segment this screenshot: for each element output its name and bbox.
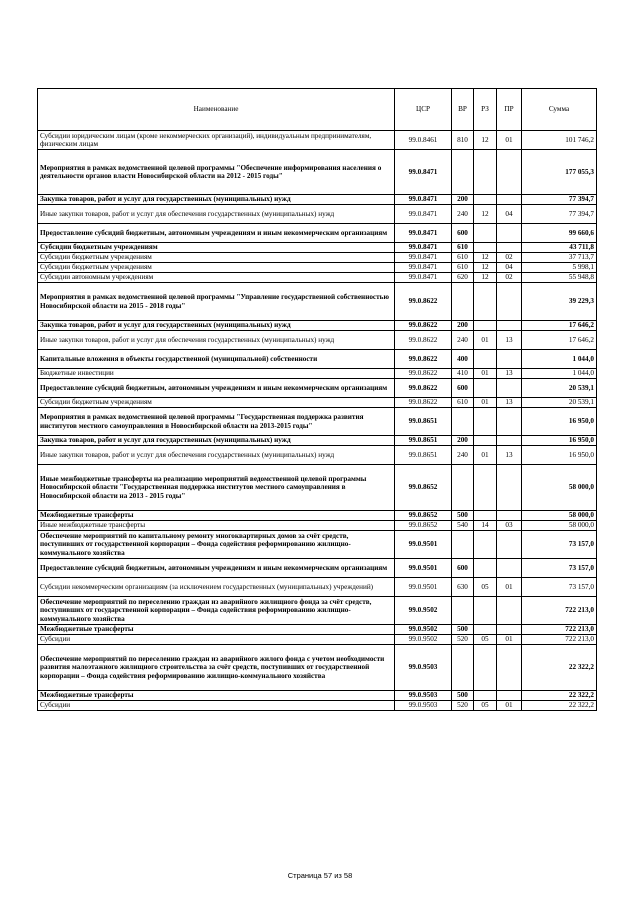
cell-csr: 99.0.9503	[395, 645, 452, 691]
header-pr: ПР	[497, 89, 522, 131]
header-rz: РЗ	[474, 89, 497, 131]
cell-name: Закупка товаров, работ и услуг для государственных (муниципальных) нужд	[38, 321, 395, 331]
cell-name: Обеспечение мероприятий по переселению граждан из аварийного жилого фонда с учетом необходимости развития малоэтажного жилищного строительства за счёт средств, поступивших от государственной корпорации – Фонда содействия реформированию жилищно-коммунального хозяйства	[38, 645, 395, 691]
cell-pr	[497, 350, 522, 369]
cell-csr: 99.0.9503	[395, 691, 452, 701]
cell-csr: 99.0.8651	[395, 446, 452, 465]
cell-vr: 600	[452, 224, 474, 243]
cell-name: Иные закупки товаров, работ и услуг для обеспечения государственных (муниципальных) нужд	[38, 205, 395, 224]
cell-csr: 99.0.8652	[395, 521, 452, 531]
cell-pr	[497, 408, 522, 436]
cell-pr: 03	[497, 521, 522, 531]
cell-rz	[474, 379, 497, 398]
cell-sum: 39 229,3	[522, 283, 597, 321]
table-row	[38, 253, 597, 263]
cell-name: Иные межбюджетные трансферты	[38, 521, 395, 531]
cell-sum: 43 711,8	[522, 243, 597, 253]
cell-vr	[452, 283, 474, 321]
cell-name: Субсидии	[38, 701, 395, 711]
cell-rz: 12	[474, 253, 497, 263]
cell-rz	[474, 408, 497, 436]
table-row	[38, 531, 597, 559]
cell-sum: 20 539,1	[522, 379, 597, 398]
cell-rz	[474, 321, 497, 331]
cell-csr: 99.0.8471	[395, 150, 452, 195]
cell-name: Предоставление субсидий бюджетным, автономным учреждениям и иным некоммерческим организациям	[38, 559, 395, 578]
cell-rz	[474, 224, 497, 243]
cell-vr: 600	[452, 559, 474, 578]
table-row	[38, 446, 597, 465]
cell-sum: 101 746,2	[522, 131, 597, 150]
cell-rz: 05	[474, 701, 497, 711]
cell-vr: 400	[452, 350, 474, 369]
cell-pr: 02	[497, 253, 522, 263]
cell-sum: 73 157,0	[522, 559, 597, 578]
table-row	[38, 283, 597, 321]
table-row	[38, 398, 597, 408]
cell-pr: 02	[497, 273, 522, 283]
cell-csr: 99.0.8471	[395, 224, 452, 243]
cell-name: Предоставление субсидий бюджетным, автономным учреждениям и иным некоммерческим организациям	[38, 379, 395, 398]
cell-rz: 14	[474, 521, 497, 531]
cell-csr: 99.0.9502	[395, 625, 452, 635]
cell-name: Бюджетные инвестиции	[38, 369, 395, 379]
cell-pr	[497, 224, 522, 243]
cell-name: Мероприятия в рамках ведомственной целевой программы "Государственная поддержка развития институтов местного самоуправления в Новосибирской области на 2013-2015 годы"	[38, 408, 395, 436]
cell-rz	[474, 645, 497, 691]
cell-pr	[497, 559, 522, 578]
cell-sum: 22 322,2	[522, 645, 597, 691]
cell-rz	[474, 559, 497, 578]
cell-vr: 520	[452, 635, 474, 645]
cell-rz	[474, 625, 497, 635]
cell-vr: 200	[452, 321, 474, 331]
table-row	[38, 224, 597, 243]
cell-csr: 99.0.8622	[395, 321, 452, 331]
table-row	[38, 131, 597, 150]
cell-sum: 20 539,1	[522, 398, 597, 408]
cell-csr: 99.0.8471	[395, 205, 452, 224]
cell-sum: 1 044,0	[522, 369, 597, 379]
header-name: Наименование	[38, 89, 395, 131]
cell-rz	[474, 283, 497, 321]
cell-sum: 16 950,0	[522, 408, 597, 436]
cell-sum: 73 157,0	[522, 578, 597, 597]
cell-sum: 77 394,7	[522, 195, 597, 205]
cell-vr: 200	[452, 436, 474, 446]
table-row	[38, 369, 597, 379]
cell-rz: 05	[474, 635, 497, 645]
cell-rz: 01	[474, 369, 497, 379]
cell-rz	[474, 195, 497, 205]
cell-csr: 99.0.8471	[395, 263, 452, 273]
table-row	[38, 150, 597, 195]
cell-vr: 520	[452, 701, 474, 711]
cell-name: Мероприятия в рамках ведомственной целевой программы "Управление государственной собственностью Новосибирской области на 2015 - 2018 годы"	[38, 283, 395, 321]
cell-sum: 17 646,2	[522, 331, 597, 350]
cell-sum: 37 713,7	[522, 253, 597, 263]
cell-csr: 99.0.9501	[395, 559, 452, 578]
cell-name: Субсидии юридическим лицам (кроме некоммерческих организаций), индивидуальным предпринимателям, физическим лицам	[38, 131, 395, 150]
cell-name: Субсидии	[38, 635, 395, 645]
cell-pr: 01	[497, 635, 522, 645]
cell-vr	[452, 465, 474, 511]
budget-table	[37, 88, 597, 711]
cell-csr: 99.0.9502	[395, 597, 452, 625]
table-row	[38, 635, 597, 645]
cell-sum: 722 213,0	[522, 625, 597, 635]
cell-sum: 55 948,8	[522, 273, 597, 283]
table-row	[38, 331, 597, 350]
cell-vr: 540	[452, 521, 474, 531]
cell-csr: 99.0.8471	[395, 253, 452, 263]
cell-pr	[497, 531, 522, 559]
cell-rz	[474, 511, 497, 521]
table-row	[38, 243, 597, 253]
cell-pr	[497, 436, 522, 446]
cell-pr	[497, 321, 522, 331]
cell-sum: 22 322,2	[522, 691, 597, 701]
table-row	[38, 645, 597, 691]
cell-pr	[497, 625, 522, 635]
cell-name: Иные закупки товаров, работ и услуг для обеспечения государственных (муниципальных) нужд	[38, 331, 395, 350]
cell-pr: 01	[497, 578, 522, 597]
cell-vr: 410	[452, 369, 474, 379]
cell-csr: 99.0.8461	[395, 131, 452, 150]
cell-vr: 600	[452, 379, 474, 398]
cell-rz	[474, 531, 497, 559]
cell-rz: 01	[474, 331, 497, 350]
cell-name: Обеспечение мероприятий по переселению граждан из аварийного жилищного фонда за счёт средств, поступивших от государственной корпорации – Фонда содействия реформированию жилищно-коммунального хозяйства	[38, 597, 395, 625]
table-row	[38, 273, 597, 283]
cell-pr: 04	[497, 263, 522, 273]
cell-sum: 722 213,0	[522, 597, 597, 625]
cell-pr	[497, 597, 522, 625]
cell-vr: 240	[452, 205, 474, 224]
cell-vr: 610	[452, 398, 474, 408]
header-sum: Сумма	[522, 89, 597, 131]
table-row	[38, 625, 597, 635]
cell-csr: 99.0.8622	[395, 379, 452, 398]
cell-rz	[474, 150, 497, 195]
cell-name: Закупка товаров, работ и услуг для государственных (муниципальных) нужд	[38, 195, 395, 205]
cell-rz: 01	[474, 446, 497, 465]
cell-sum: 58 000,0	[522, 511, 597, 521]
header-csr: ЦСР	[395, 89, 452, 131]
cell-pr: 13	[497, 331, 522, 350]
cell-csr: 99.0.8622	[395, 283, 452, 321]
cell-rz	[474, 597, 497, 625]
cell-csr: 99.0.9501	[395, 578, 452, 597]
cell-vr: 500	[452, 625, 474, 635]
cell-rz	[474, 436, 497, 446]
cell-pr: 01	[497, 131, 522, 150]
cell-vr: 610	[452, 263, 474, 273]
cell-rz	[474, 691, 497, 701]
table-row	[38, 465, 597, 511]
table-row	[38, 559, 597, 578]
cell-vr: 240	[452, 331, 474, 350]
cell-sum: 22 322,2	[522, 701, 597, 711]
cell-sum: 16 950,0	[522, 446, 597, 465]
cell-name: Закупка товаров, работ и услуг для государственных (муниципальных) нужд	[38, 436, 395, 446]
cell-rz: 05	[474, 578, 497, 597]
cell-pr	[497, 150, 522, 195]
cell-csr: 99.0.8651	[395, 408, 452, 436]
cell-pr: 13	[497, 446, 522, 465]
cell-csr: 99.0.8622	[395, 331, 452, 350]
cell-csr: 99.0.8622	[395, 398, 452, 408]
cell-csr: 99.0.8652	[395, 511, 452, 521]
cell-vr: 610	[452, 253, 474, 263]
header-row	[38, 89, 597, 131]
cell-vr	[452, 408, 474, 436]
cell-pr	[497, 243, 522, 253]
cell-pr	[497, 465, 522, 511]
cell-name: Иные межбюджетные трансферты на реализацию мероприятий ведомственной целевой программы Новосибирской области "Государственная поддержка институтов местного самоуправления в Новосибирской области на 2013 - 2015 годы"	[38, 465, 395, 511]
cell-pr	[497, 691, 522, 701]
cell-name: Межбюджетные трансферты	[38, 625, 395, 635]
cell-sum: 1 044,0	[522, 350, 597, 369]
table-row	[38, 597, 597, 625]
cell-sum: 58 000,0	[522, 521, 597, 531]
table-row	[38, 195, 597, 205]
cell-vr: 620	[452, 273, 474, 283]
cell-sum: 16 950,0	[522, 436, 597, 446]
cell-pr	[497, 511, 522, 521]
table-row	[38, 691, 597, 701]
cell-vr	[452, 597, 474, 625]
table-row	[38, 379, 597, 398]
cell-name: Субсидии бюджетным учреждениям	[38, 243, 395, 253]
cell-vr	[452, 531, 474, 559]
cell-rz: 01	[474, 398, 497, 408]
cell-vr: 810	[452, 131, 474, 150]
cell-pr: 13	[497, 398, 522, 408]
cell-csr: 99.0.8622	[395, 369, 452, 379]
cell-vr: 240	[452, 446, 474, 465]
cell-csr: 99.0.8651	[395, 436, 452, 446]
table-row	[38, 321, 597, 331]
cell-pr	[497, 283, 522, 321]
cell-pr: 01	[497, 701, 522, 711]
cell-rz: 12	[474, 131, 497, 150]
header-vr: ВР	[452, 89, 474, 131]
cell-name: Межбюджетные трансферты	[38, 511, 395, 521]
table-row	[38, 521, 597, 531]
cell-pr	[497, 645, 522, 691]
cell-csr: 99.0.8652	[395, 465, 452, 511]
cell-sum: 17 646,2	[522, 321, 597, 331]
cell-csr: 99.0.9502	[395, 635, 452, 645]
table-row	[38, 511, 597, 521]
table-row	[38, 701, 597, 711]
cell-name: Предоставление субсидий бюджетным, автономным учреждениям и иным некоммерческим организациям	[38, 224, 395, 243]
cell-rz	[474, 465, 497, 511]
cell-rz: 12	[474, 263, 497, 273]
cell-vr: 500	[452, 511, 474, 521]
cell-sum: 99 660,6	[522, 224, 597, 243]
cell-pr: 04	[497, 205, 522, 224]
cell-vr	[452, 645, 474, 691]
cell-sum: 58 000,0	[522, 465, 597, 511]
cell-vr: 500	[452, 691, 474, 701]
cell-name: Обеспечение мероприятий по капитальному ремонту многоквартирных домов за счёт средств, поступивших от государственной корпорации – Фонда содействия реформированию жилищно-коммунального хозяйства	[38, 531, 395, 559]
cell-name: Субсидии бюджетным учреждениям	[38, 398, 395, 408]
cell-csr: 99.0.9501	[395, 531, 452, 559]
cell-sum: 177 055,3	[522, 150, 597, 195]
cell-sum: 722 213,0	[522, 635, 597, 645]
cell-csr: 99.0.9503	[395, 701, 452, 711]
cell-rz: 12	[474, 273, 497, 283]
page-number: Страница 57 из 58	[287, 871, 353, 880]
cell-rz	[474, 243, 497, 253]
cell-sum: 5 998,1	[522, 263, 597, 273]
cell-csr: 99.0.8471	[395, 243, 452, 253]
cell-name: Субсидии автономным учреждениям	[38, 273, 395, 283]
cell-vr: 610	[452, 243, 474, 253]
cell-pr	[497, 379, 522, 398]
cell-csr: 99.0.8622	[395, 350, 452, 369]
cell-name: Капитальные вложения в объекты государственной (муниципальной) собственности	[38, 350, 395, 369]
table-row	[38, 263, 597, 273]
cell-rz: 12	[474, 205, 497, 224]
table-row	[38, 578, 597, 597]
table-row	[38, 350, 597, 369]
cell-sum: 77 394,7	[522, 205, 597, 224]
cell-name: Мероприятия в рамках ведомственной целевой программы "Обеспечение информирования населения о деятельности органов власти Новосибирской области на 2012 - 2015 годы"	[38, 150, 395, 195]
cell-name: Иные закупки товаров, работ и услуг для обеспечения государственных (муниципальных) нужд	[38, 446, 395, 465]
cell-pr: 13	[497, 369, 522, 379]
table-row	[38, 205, 597, 224]
cell-vr	[452, 150, 474, 195]
table-row	[38, 408, 597, 436]
cell-sum: 73 157,0	[522, 531, 597, 559]
cell-name: Субсидии бюджетным учреждениям	[38, 263, 395, 273]
cell-name: Межбюджетные трансферты	[38, 691, 395, 701]
cell-name: Субсидии бюджетным учреждениям	[38, 253, 395, 263]
cell-vr: 630	[452, 578, 474, 597]
cell-pr	[497, 195, 522, 205]
cell-csr: 99.0.8471	[395, 273, 452, 283]
cell-vr: 200	[452, 195, 474, 205]
cell-rz	[474, 350, 497, 369]
table-row	[38, 436, 597, 446]
cell-csr: 99.0.8471	[395, 195, 452, 205]
cell-name: Субсидии некоммерческим организациям (за исключением государственных (муниципальных) учреждений)	[38, 578, 395, 597]
